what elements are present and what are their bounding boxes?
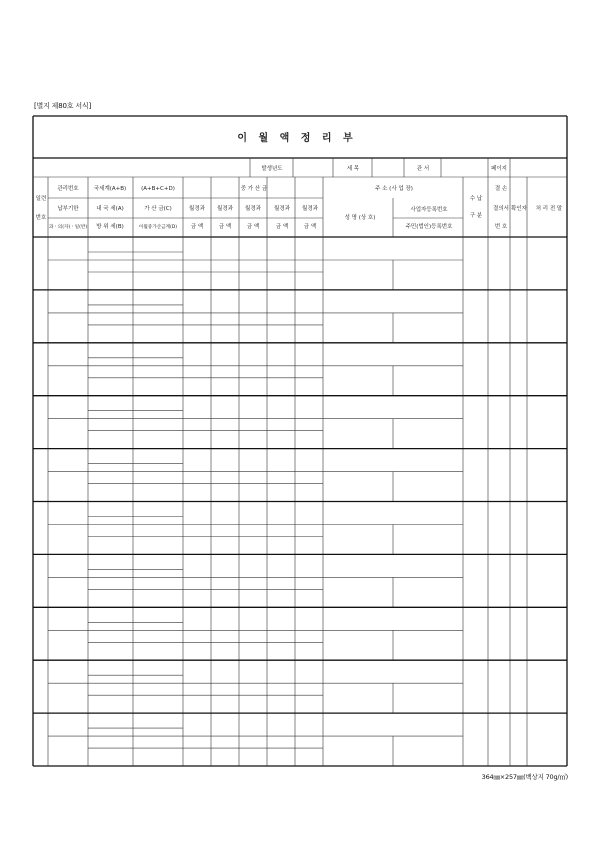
tax-label: 세 목 [346, 166, 360, 172]
form-footer: 364㎜×257㎜(백상지 70g/㎡) [481, 773, 568, 781]
resident-reg-header: 주민(법인)등록번호 [405, 224, 453, 230]
resolution-2: 결의서 [493, 206, 509, 212]
receipt-bottom: 구 분 [469, 213, 483, 219]
biz-reg-header: 사업자등록번호 [410, 207, 448, 213]
total-formula-header: (A+B+C+D) [141, 186, 175, 192]
period-header: 과ㆍ의(자)ㆍ일(반) [48, 225, 88, 230]
serial-top: 일련 [35, 196, 47, 202]
elapsed-2: 월경과 [217, 206, 233, 212]
amount-4: 금 액 [275, 224, 289, 230]
address-header: 주 소 (사 업 장) [375, 186, 413, 192]
amount-3: 금 액 [246, 224, 260, 230]
name-header: 성 명 (상 호) [344, 215, 376, 221]
remarks-header: 처 리 전 말 [535, 206, 563, 212]
resolution-1: 결 손 [494, 186, 508, 192]
elapsed-3: 월경과 [245, 206, 261, 212]
elapsed-1: 월경과 [189, 206, 205, 212]
due-date-header: 납부기한 [57, 206, 79, 212]
amount-5: 금 액 [303, 224, 317, 230]
surcharge-header: 가 산 금(C) [144, 206, 172, 212]
national-tax-header: 국세계(A+B) [93, 186, 127, 192]
elapsed-4: 월경과 [274, 206, 290, 212]
form-title: 이 월 액 정 리 부 [237, 133, 357, 144]
form-caption: [별지 제80호 서식] [34, 102, 91, 110]
elapsed-5: 월경과 [302, 206, 318, 212]
form-grid [33, 116, 567, 766]
receipt-top: 수 납 [469, 196, 483, 202]
confirm-header: 확인자 [511, 206, 527, 212]
year-label: 발생년도 [261, 166, 283, 172]
heavy-surcharge-d-header: 이월중가산금계(D) [138, 225, 178, 230]
resolution-3: 번 호 [494, 224, 508, 230]
amount-2: 금 액 [218, 224, 232, 230]
domestic-tax-header: 내 국 세(A) [96, 206, 124, 212]
office-label: 관 서 [416, 166, 430, 172]
serial-bottom: 번호 [35, 215, 47, 221]
defense-tax-header: 방 위 세(B) [96, 224, 124, 230]
heavy-surcharge-header: 중 가 산 금 [240, 186, 268, 192]
mgmt-no-header: 관리번호 [57, 186, 79, 192]
amount-1: 금 액 [190, 224, 204, 230]
page-label: 페이지 [491, 166, 507, 172]
